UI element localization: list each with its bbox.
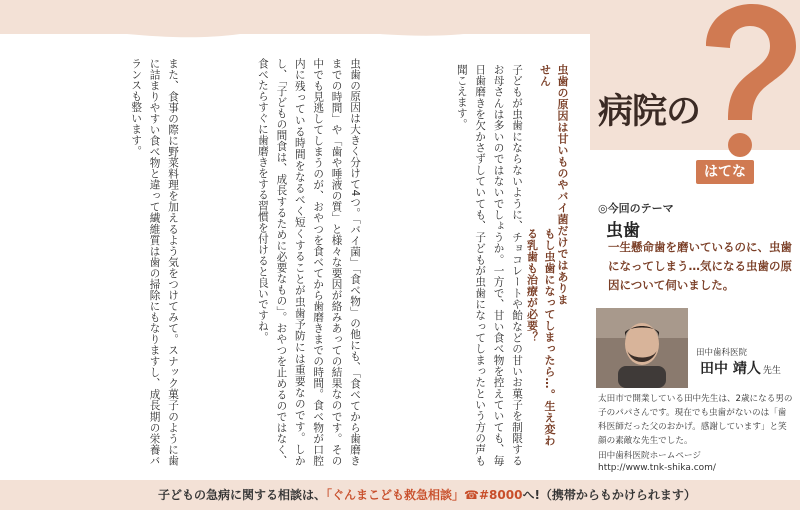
footer-notice	[158, 486, 696, 503]
article-column-3	[382, 64, 526, 466]
footer-suffix: へ!（携帯からもかけられます）	[522, 488, 696, 502]
doctor-suffix: 先生	[762, 366, 781, 376]
doctor-photo	[596, 308, 688, 388]
doctor-bio: 太田市で開業している田中先生は、2歳になる男の子のパパさんです。現在でも虫歯がないのは「歯科医師だった父のおかげ。感謝しています」と笑顔の素敵な先生でした。	[598, 394, 793, 446]
footer-prefix: 子どもの急病に関する相談は、	[158, 488, 327, 502]
section-heading-cause: 虫歯の原因は甘いものやバイ菌だけではありません	[538, 64, 569, 306]
theme-label: ◎今回のテーマ	[598, 202, 674, 215]
col1-body: また、食事の際に野菜料理を加えるよう気をつけてみて。スナック菓子のように歯に詰まりやすい食べ物と違って繊維質は歯の掃除にもなりますし、成長期の栄養バランスも整います。	[130, 58, 179, 466]
homepage-label: 田中歯科医院ホームページ	[598, 451, 701, 461]
doctor-name	[700, 358, 781, 378]
footer-hotline-name: 「ぐんまこども救急相談」	[326, 488, 465, 502]
lead-text: 一生懸命歯を磨いているのに、虫歯になってしまう…気になる虫歯の原因について伺いました。	[608, 240, 792, 292]
q1-body: 子どもが虫歯にならないように、チョコレートや飴などの甘いお菓子を制限するお母さんは多いのではないでしょうか。一方で、甘い食べ物を控えていても、毎日歯磨きを欠かさずしていても、子どもが虫歯になってしまったという方の声も聞こえます。	[455, 64, 523, 466]
col2-body: 虫歯の原因は大きく分けて4つ。「バイ菌」「食べ物」の他にも、「食べてから歯磨きまでの時間」や「歯や唾液の質」と様々な要因が絡みあっての結果なのです。その中でも見逃してしまうのが、おやつを食べてから歯磨きまでの時間。食べ物が口腔内に残っている時間をなるべく短くすることが虫歯予防には重要なのです。しかし、「子どもの間食は、成長するために必要なもの」。おやつを止めるのではなく、食べたらすぐに歯磨きをする習慣を付けると良いですね。	[256, 58, 361, 466]
article-column-1	[10, 58, 182, 466]
page-title: 病院の	[598, 92, 701, 132]
homepage-link[interactable]: http://www.tnk-shika.com/	[598, 463, 716, 473]
footer-phone[interactable]: ☎#8000	[464, 488, 523, 502]
wave-decoration	[0, 18, 590, 58]
doctor-portrait-icon	[596, 308, 688, 388]
title-badge: はてな	[696, 160, 754, 184]
theme-value: 虫歯	[606, 221, 640, 241]
doctor-clinic: 田中歯科医院	[696, 348, 748, 358]
article-column-2	[196, 58, 364, 466]
section-heading-baby-teeth: もし虫歯になってしまったら…。生え変わる乳歯も治療が必要？	[525, 228, 556, 447]
doctor-name-text: 田中 靖人	[700, 361, 761, 377]
question-mark-icon	[686, 0, 800, 160]
